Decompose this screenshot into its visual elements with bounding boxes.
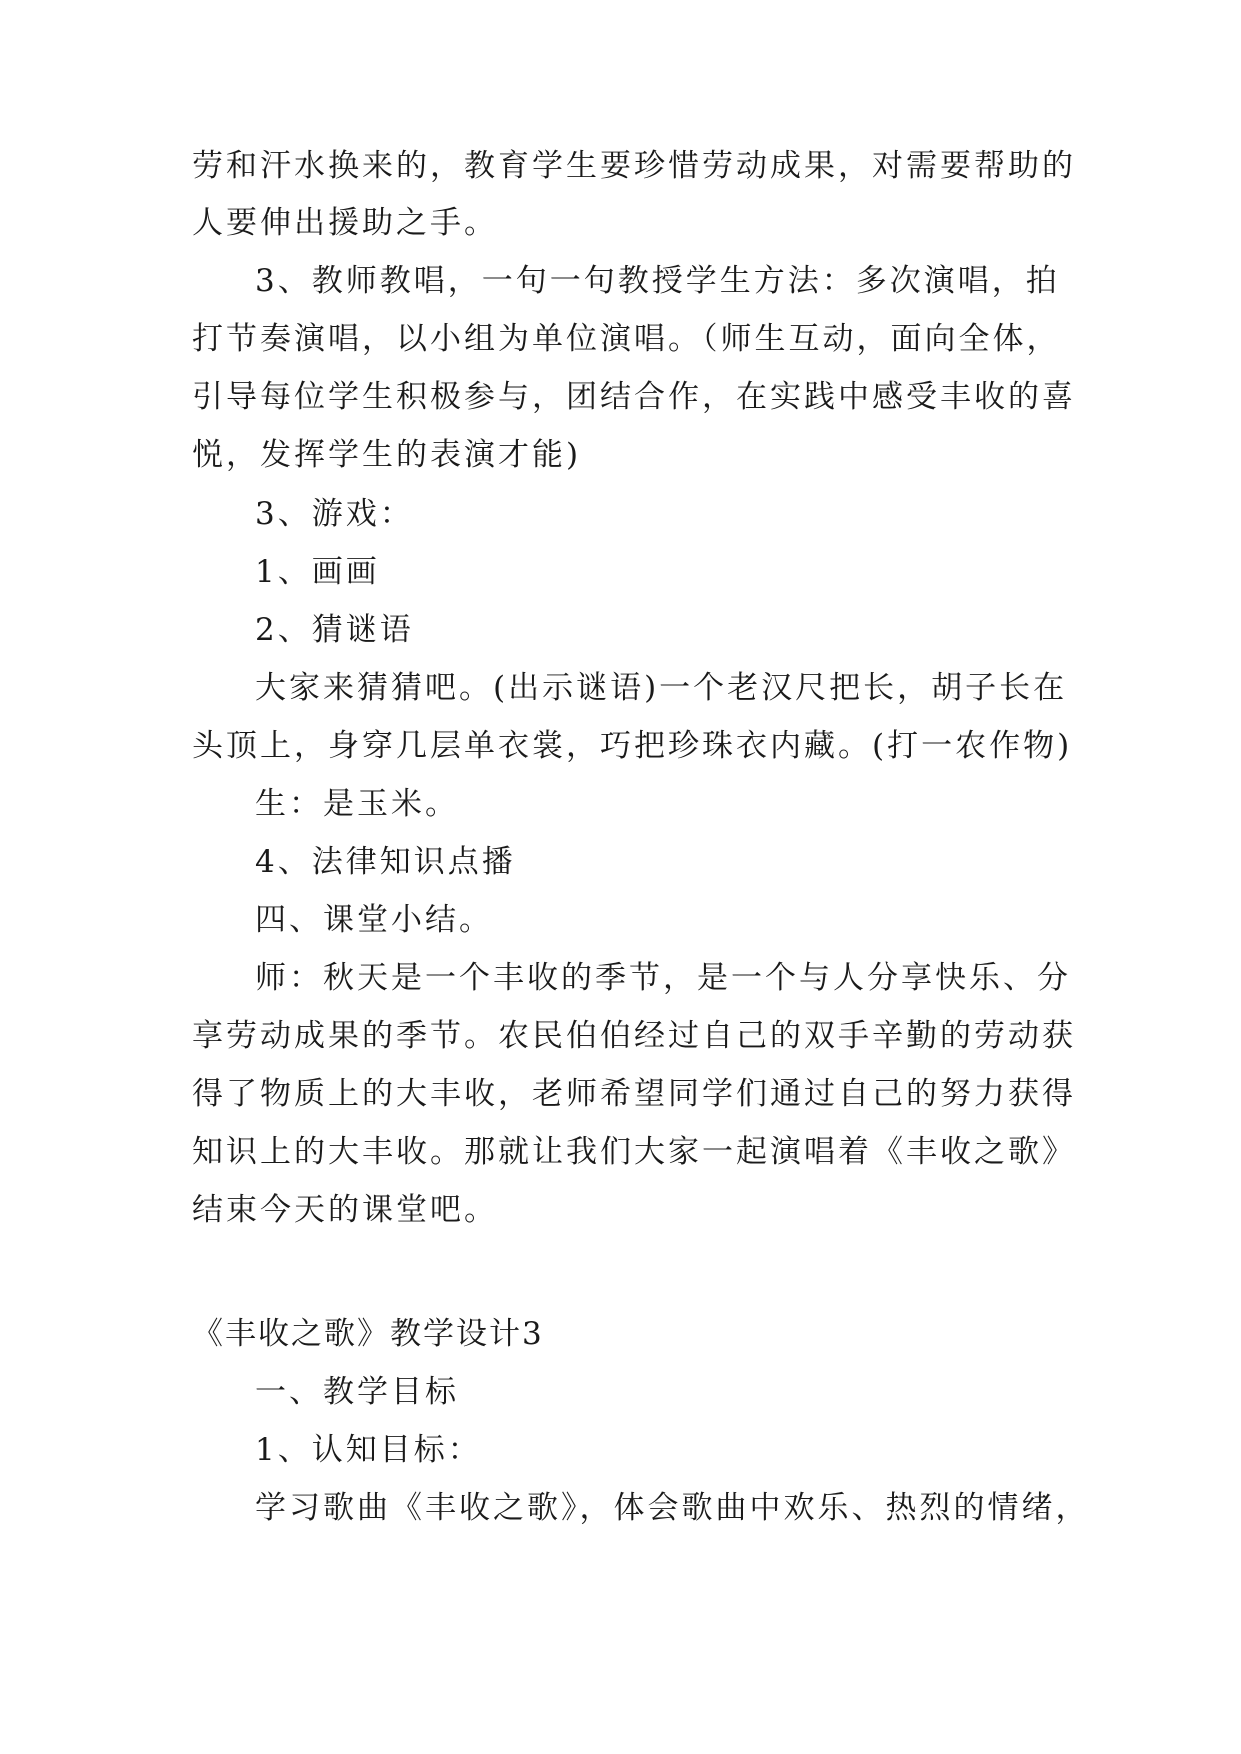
paragraph-line: 3、游戏： (255, 496, 414, 532)
paragraph-line: 1、画画 (255, 554, 380, 590)
paragraph-line: 师：秋天是一个丰收的季节，是一个与人分享快乐、分 (255, 960, 1071, 996)
paragraph-line: 四、课堂小结。 (255, 902, 493, 938)
paragraph-line: 生：是玉米。 (255, 786, 459, 822)
paragraph-line: 享劳动成果的季节。农民伯伯经过自己的双手辛勤的劳动获 (192, 1018, 1076, 1054)
paragraph-line: 学习歌曲《丰收之歌》，体会歌曲中欢乐、热烈的情绪， (255, 1490, 1090, 1526)
paragraph-line: 4、法律知识点播 (255, 844, 516, 880)
paragraph-line: 3、教师教唱，一句一句教授学生方法：多次演唱，拍 (255, 263, 1060, 299)
paragraph-line: 大家来猜猜吧。(出示谜语)一个老汉尺把长，胡子长在 (255, 670, 1068, 706)
section-heading: 《丰收之歌》教学设计3 (192, 1316, 544, 1352)
paragraph-line: 劳和汗水换来的，教育学生要珍惜劳动成果，对需要帮助的 (192, 148, 1076, 184)
paragraph-line: 1、认知目标： (255, 1432, 482, 1468)
paragraph-line: 一、教学目标 (255, 1374, 459, 1410)
paragraph-line: 头顶上，身穿几层单衣裳，巧把珍珠衣内藏。(打一农作物) (192, 728, 1073, 764)
paragraph-line: 引导每位学生积极参与，团结合作，在实践中感受丰收的喜 (192, 379, 1076, 415)
paragraph-line: 得了物质上的大丰收，老师希望同学们通过自己的努力获得 (192, 1076, 1076, 1112)
paragraph-line: 知识上的大丰收。那就让我们大家一起演唱着《丰收之歌》 (192, 1134, 1076, 1170)
paragraph-line: 打节奏演唱，以小组为单位演唱。（师生互动，面向全体， (192, 321, 1061, 357)
paragraph-line: 结束今天的课堂吧。 (192, 1192, 498, 1228)
paragraph-line: 2、猜谜语 (255, 612, 414, 648)
paragraph-line: 人要伸出援助之手。 (192, 205, 498, 241)
paragraph-line: 悦，发挥学生的表演才能) (192, 437, 582, 473)
